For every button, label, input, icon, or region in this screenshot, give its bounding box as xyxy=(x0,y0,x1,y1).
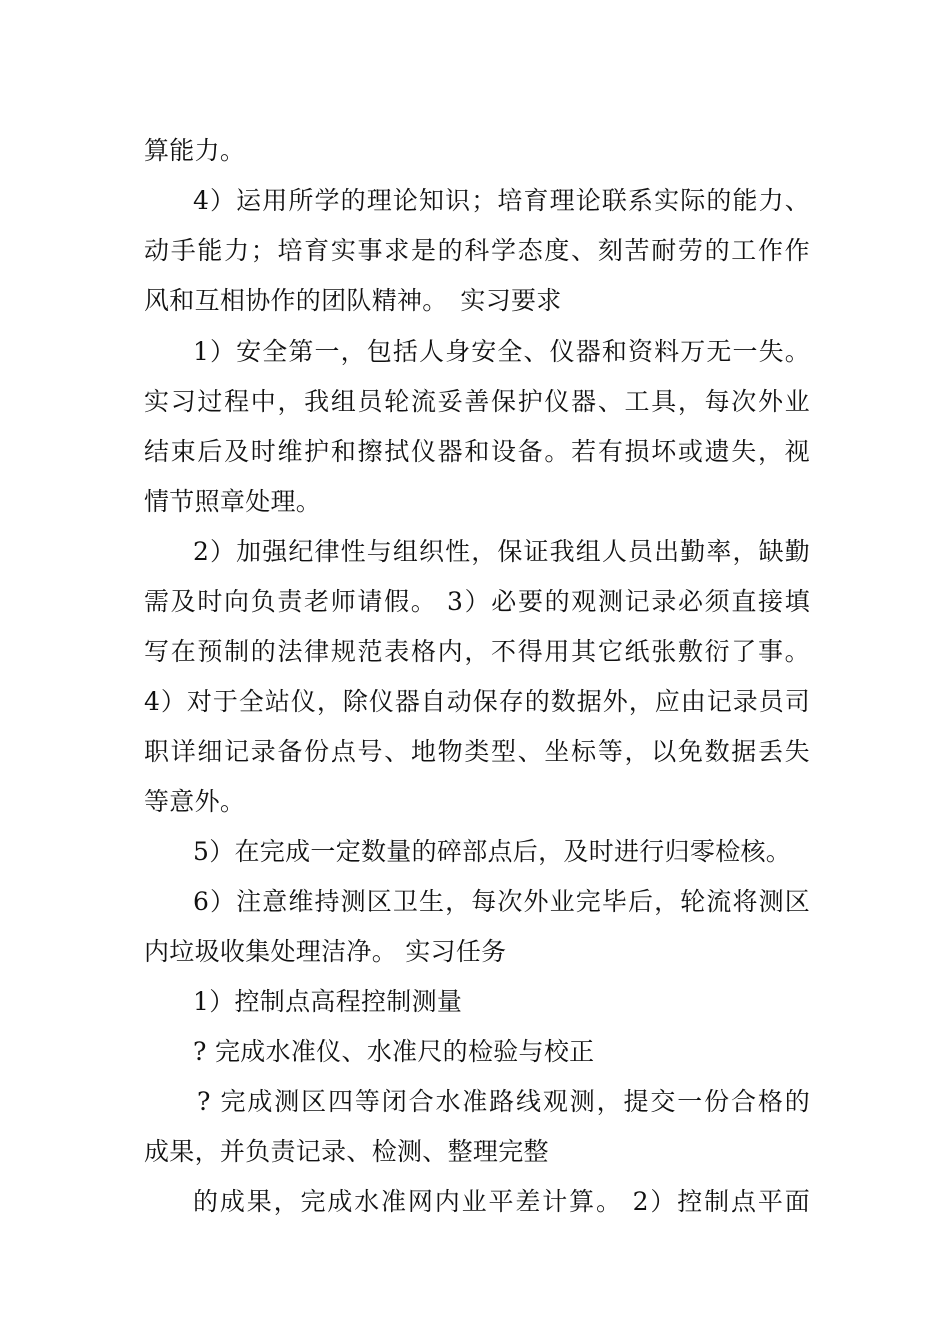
text-line: 风和互相协作的团队精神。 实习要求 xyxy=(144,286,562,315)
text-line: 1）安全第一，包括人身安全、仪器和资料万无一失。 xyxy=(193,337,810,366)
text-line: ? 完成水准仪、水准尺的检验与校正 xyxy=(193,1037,595,1066)
text-line: 实习过程中，我组员轮流妥善保护仪器、工具，每次外业 xyxy=(144,387,810,416)
text-line: 职详细记录备份点号、地物类型、坐标等，以免数据丢失 xyxy=(144,737,810,766)
text-line: 动手能力；培育实事求是的科学态度、刻苦耐劳的工作作 xyxy=(144,236,810,265)
text-line: 5）在完成一定数量的碎部点后，及时进行归零检核。 xyxy=(193,837,792,866)
text-line: 1）控制点高程控制测量 xyxy=(193,987,463,1016)
text-line: 2）加强纪律性与组织性，保证我组人员出勤率，缺勤 xyxy=(193,537,810,566)
text-line: 算能力。 xyxy=(144,136,246,165)
text-line: 写在预制的法律规范表格内，不得用其它纸张敷衍了事。 xyxy=(144,637,810,666)
text-line: 4）对于全站仪，除仪器自动保存的数据外，应由记录员司 xyxy=(144,687,810,716)
text-line: 6）注意维持测区卫生，每次外业完毕后，轮流将测区 xyxy=(193,887,810,916)
text-line: 成果，并负责记录、检测、整理完整 xyxy=(144,1137,549,1166)
text-line: 结束后及时维护和擦拭仪器和设备。若有损坏或遗失，视 xyxy=(144,437,810,466)
text-line: 4）运用所学的理论知识；培育理论联系实际的能力、 xyxy=(193,186,810,215)
text-line: 内垃圾收集处理洁净。 实习任务 xyxy=(144,937,507,966)
text-line: 情节照章处理。 xyxy=(144,487,322,516)
text-line: ? 完成测区四等闭合水准路线观测，提交一份合格的 xyxy=(197,1087,810,1116)
text-line: 需及时向负责老师请假。 3）必要的观测记录必须直接填 xyxy=(144,587,810,616)
text-line: 的成果，完成水准网内业平差计算。 2）控制点平面 xyxy=(193,1187,810,1216)
text-line: 等意外。 xyxy=(144,787,246,816)
